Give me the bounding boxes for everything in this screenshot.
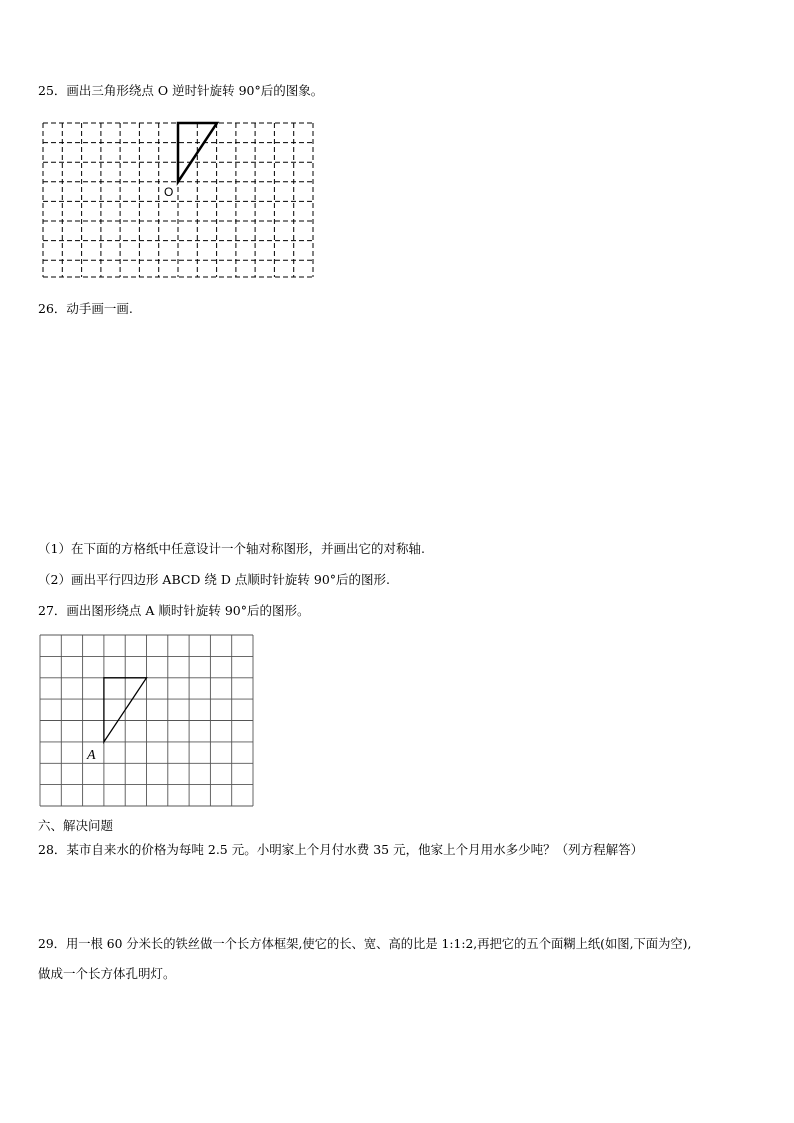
question-26-text: 26．动手画一画. (38, 301, 133, 316)
section-6-title: 六、解决问题 (38, 818, 114, 833)
question-25-text: 25．画出三角形绕点 O 逆时针旋转 90°后的图象。 (38, 83, 324, 98)
question-29-line1: 29．用一根 60 分米长的铁丝做一个长方体框架,使它的长、宽、高的比是 1:1:2,再把它的五个面糊上纸(如图,下面为空), (38, 937, 692, 951)
q25-dashed-grid-figure (40, 120, 316, 280)
question-27-text: 27．画出图形绕点 A 顺时针旋转 90°后的图形。 (38, 603, 310, 618)
q27-square-grid (40, 635, 253, 806)
q25-point-o-label: O (164, 185, 174, 199)
q27-point-a-label: A (87, 748, 96, 763)
q27-square-grid-figure (38, 633, 256, 808)
question-29-line2: 做成一个长方体孔明灯。 (38, 966, 176, 981)
question-26-sub2: （2）画出平行四边形 ABCD 绕 D 点顺时针旋转 90°后的图形. (38, 572, 391, 587)
question-28-text: 28．某市自来水的价格为每吨 2.5 元。小明家上个月付水费 35 元，他家上个月用水多少吨？（列方程解答） (38, 842, 644, 857)
question-26-sub1: （1）在下面的方格纸中任意设计一个轴对称图形，并画出它的对称轴. (38, 541, 425, 556)
